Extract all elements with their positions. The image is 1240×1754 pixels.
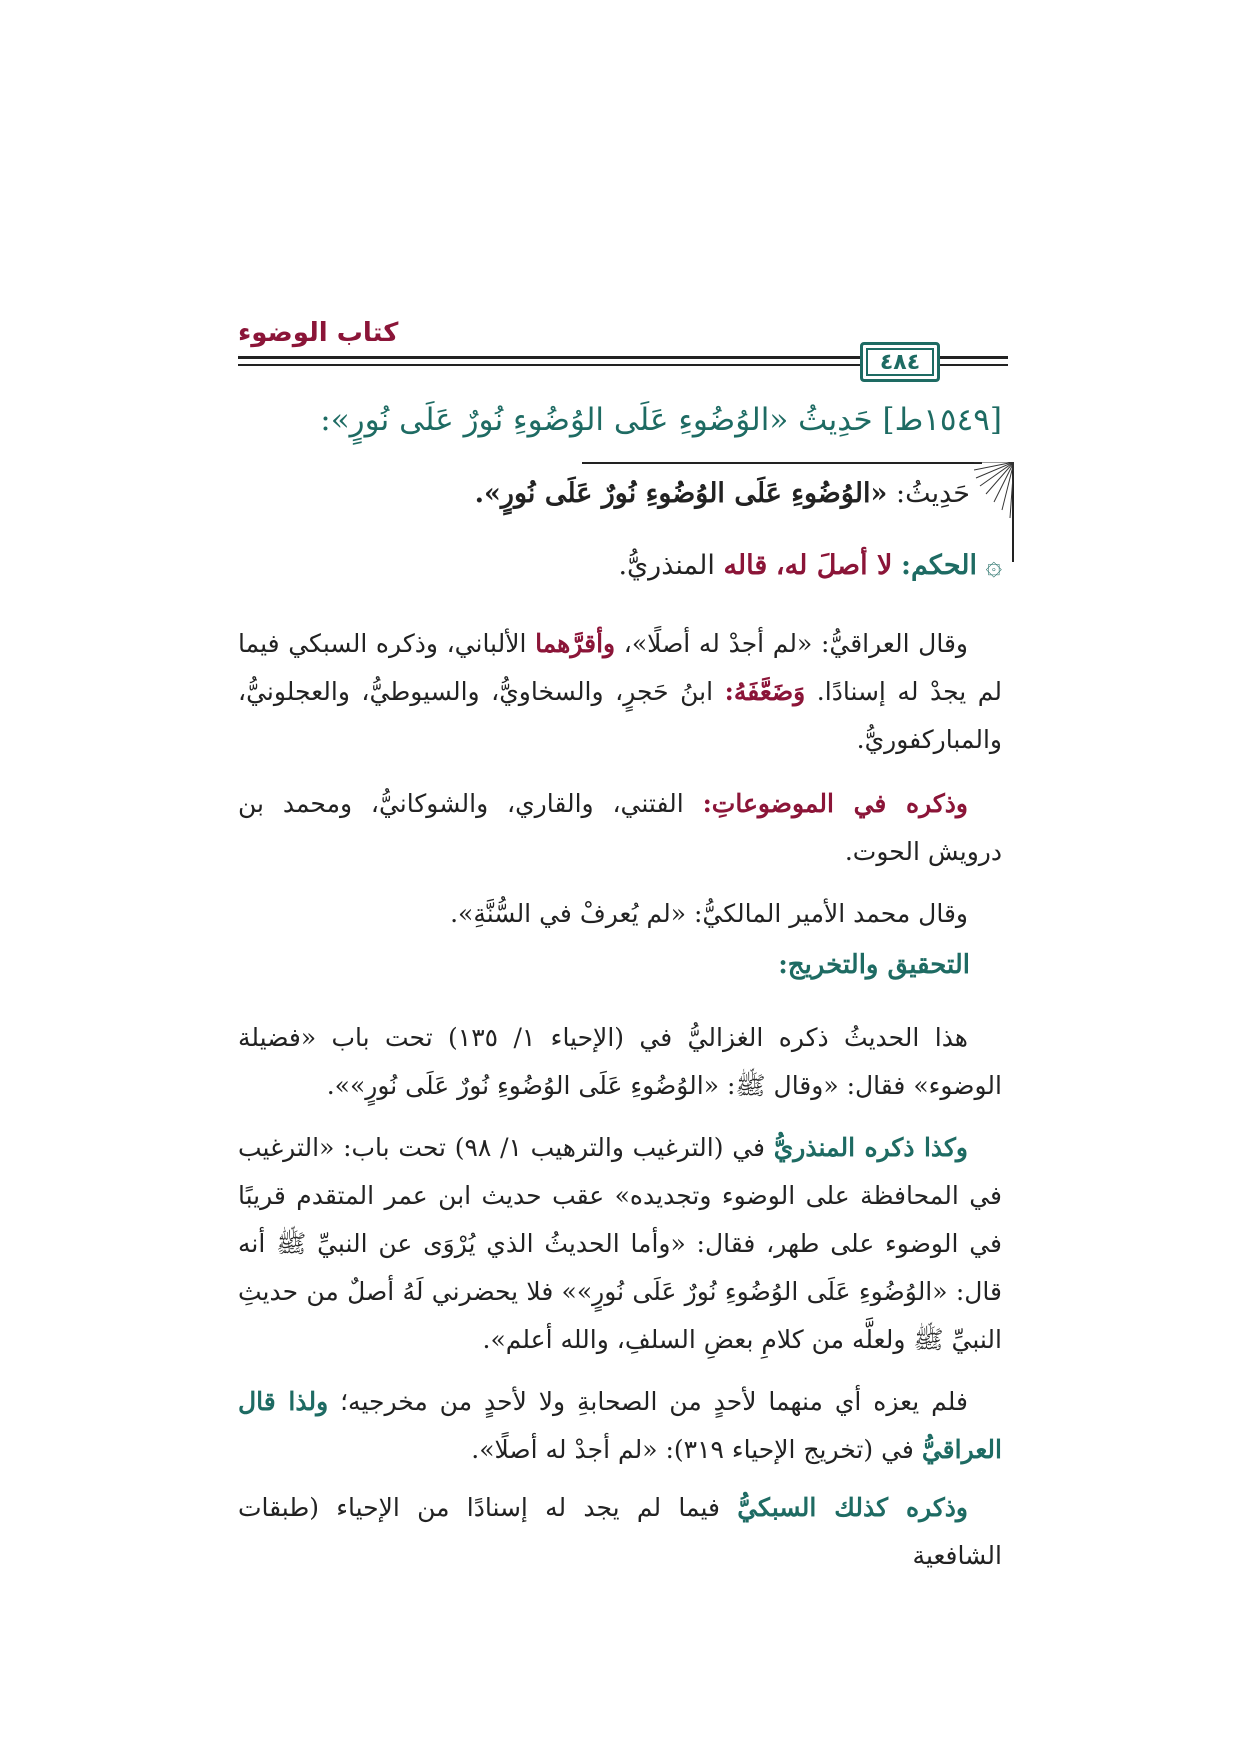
paragraph-6 <box>238 1378 1002 1474</box>
paragraph-5 <box>238 1124 1002 1364</box>
p6-text-b: في (تخريج الإحياء ٣١٩): «لم أجدْ له أصلًا». <box>471 1435 914 1464</box>
p5-highlight: وكذا ذكره المنذريُّ <box>773 1133 968 1162</box>
p7-highlight: وذكره كذلك السبكيُّ <box>737 1493 969 1522</box>
p2-highlight: وذكره في الموضوعاتِ: <box>702 789 968 818</box>
section-heading: التحقيق والتخريج: <box>778 950 970 980</box>
paragraph-7 <box>238 1484 1002 1580</box>
paragraph-1 <box>238 620 1002 764</box>
entry-title <box>222 402 1002 438</box>
p1-highlight-b: وَضَعَّفَهُ: <box>724 677 806 706</box>
hadith-text <box>475 478 970 509</box>
frame-top-line <box>582 462 982 464</box>
entry-title-text: حَدِيثُ «الوُضُوءِ عَلَى الوُضُوءِ نُورٌ عَلَى نُورٍ»: <box>320 402 873 438</box>
p5-text: في (الترغيب والترهيب ١/ ٩٨) تحت باب: «الترغيب في المحافظة على الوضوء وتجديده» عقب حديث ابن عمر المتقدم قريبًا في الوضوء على طهر، فقال: «وأما الحديثُ الذي يُرْوَى عن النبيِّ ﷺ أنه قال: «الوُضُوءِ عَلَى الوُضُوءِ نُورٌ عَلَى نُورٍ»» فلا يحضرني لَهُ أصلٌ من حديثِ النبيِّ ﷺ ولعلَّه من كلامِ بعضِ السلفِ، والله أعلم». <box>238 1133 1002 1354</box>
flower-icon: ۞ <box>985 548 1002 581</box>
p1-text-a: وقال العراقيُّ: «لم أجدْ له أصلًا»، <box>623 629 968 658</box>
p6-text-a: فلم يعزه أي منهما لأحدٍ من الصحابةِ ولا لأحدٍ من مخرجيه؛ <box>340 1387 968 1416</box>
ruling-said: قاله <box>723 550 768 581</box>
p1-text-c: ابنُ حَجرٍ، والسخاويُّ، والسيوطيُّ، والعجلونيُّ، والمباركفوريُّ. <box>238 677 1002 754</box>
p7-text: فيما لم يجد له إسنادًا من الإحياء (طبقات الشافعية <box>238 1493 1002 1570</box>
p6-highlight: ولذا قال العراقيُّ <box>238 1387 1002 1464</box>
ruling-value: لا أصلَ له، <box>775 550 893 581</box>
ruling-line <box>618 548 1002 581</box>
entry-number: [١٥٤٩ط] <box>882 402 1002 438</box>
paragraph-3: وقال محمد الأمير المالكيُّ: «لم يُعرفْ في السُّنَّةِ». <box>450 899 968 928</box>
ruling-label: الحكم: <box>900 550 977 581</box>
p2-text: الفتني، والقاري، والشوكانيُّ، ومحمد بن درويش الحوت. <box>238 789 1002 866</box>
page-number: ٤٨٤ <box>860 342 940 382</box>
hadith-body: «الوُضُوءِ عَلَى الوُضُوءِ نُورٌ عَلَى نُورٍ». <box>474 478 888 509</box>
hadith-prefix: حَدِيثُ: <box>896 478 970 509</box>
book-title: كتاب الوضوء <box>238 318 399 348</box>
ruling-by: المنذريُّ. <box>618 550 715 581</box>
running-header <box>238 318 1008 388</box>
paragraph-4: هذا الحديثُ ذكره الغزاليُّ في (الإحياء ١/ ١٣٥) تحت باب «فضيلة الوضوء» فقال: «وقال ﷺ: «الوُضُوءِ عَلَى الوُضُوءِ نُورٌ عَلَى نُورٍ»». <box>238 1023 1002 1100</box>
p1-highlight-a: وأقرَّهما <box>535 629 616 658</box>
frame-corner-ornament <box>978 462 1014 562</box>
paragraph-2 <box>238 780 1002 876</box>
p1-text-b: الألباني، وذكره السبكي فيما لم يجدْ له إسنادًا. <box>238 629 1002 706</box>
